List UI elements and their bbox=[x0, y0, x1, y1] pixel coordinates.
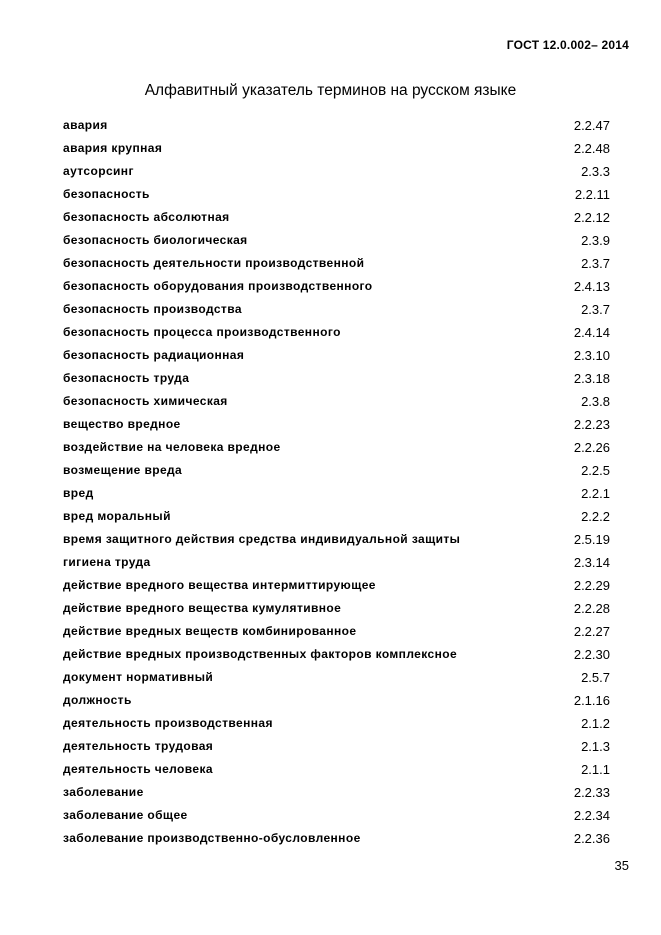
index-reference: 2.1.2 bbox=[581, 716, 610, 731]
index-reference: 2.2.28 bbox=[573, 601, 610, 616]
index-term: вред моральный bbox=[63, 509, 171, 523]
index-reference: 2.4.13 bbox=[573, 279, 610, 294]
index-entry bbox=[63, 781, 610, 804]
index-reference: 2.2.12 bbox=[573, 210, 610, 225]
index-term: заболевание производственно-обусловленное bbox=[63, 831, 361, 845]
index-term: возмещение вреда bbox=[63, 463, 183, 477]
index-entry bbox=[63, 505, 610, 528]
index-term: безопасность процесса производственного bbox=[63, 325, 341, 339]
index-entry bbox=[63, 574, 610, 597]
index-entry bbox=[63, 114, 610, 137]
page-number: 35 bbox=[614, 858, 629, 873]
index-reference: 2.2.2 bbox=[581, 509, 610, 524]
index-entry bbox=[63, 436, 610, 459]
index-term: вред bbox=[63, 486, 94, 500]
index-reference: 2.3.9 bbox=[581, 233, 610, 248]
page-title: Алфавитный указатель терминов на русском языке bbox=[144, 82, 517, 99]
index-term: документ нормативный bbox=[63, 670, 214, 684]
index-reference: 2.2.33 bbox=[573, 785, 610, 800]
index-term: авария bbox=[63, 118, 108, 132]
index-reference: 2.1.16 bbox=[573, 693, 610, 708]
index-term: заболевание общее bbox=[63, 808, 188, 822]
index-term: аутсорсинг bbox=[63, 164, 134, 178]
index-term: действие вредного вещества кумулятивное bbox=[63, 601, 342, 615]
index-term: действие вредных веществ комбинированное bbox=[63, 624, 357, 638]
index-entry bbox=[63, 551, 610, 574]
index-entry bbox=[63, 528, 610, 551]
index-term: должность bbox=[63, 693, 132, 707]
index-reference: 2.2.34 bbox=[573, 808, 610, 823]
index-reference: 2.3.7 bbox=[581, 256, 610, 271]
index-reference: 2.3.7 bbox=[581, 302, 610, 317]
term-index-list bbox=[63, 114, 610, 850]
index-reference: 2.2.30 bbox=[573, 647, 610, 662]
index-reference: 2.3.3 bbox=[581, 164, 610, 179]
index-reference: 2.5.7 bbox=[581, 670, 610, 685]
index-entry bbox=[63, 804, 610, 827]
index-reference: 2.3.14 bbox=[573, 555, 610, 570]
index-reference: 2.5.19 bbox=[573, 532, 610, 547]
index-reference: 2.2.47 bbox=[573, 118, 610, 133]
index-entry bbox=[63, 137, 610, 160]
index-entry bbox=[63, 160, 610, 183]
index-term: безопасность абсолютная bbox=[63, 210, 230, 224]
index-reference: 2.2.29 bbox=[573, 578, 610, 593]
index-entry bbox=[63, 827, 610, 850]
index-term: безопасность труда bbox=[63, 371, 190, 385]
index-entry bbox=[63, 252, 610, 275]
index-entry bbox=[63, 620, 610, 643]
index-entry bbox=[63, 482, 610, 505]
index-entry bbox=[63, 390, 610, 413]
index-reference: 2.2.36 bbox=[573, 831, 610, 846]
index-term: вещество вредное bbox=[63, 417, 181, 431]
index-entry bbox=[63, 643, 610, 666]
index-term: время защитного действия средства индивидуальной защиты bbox=[63, 532, 461, 546]
index-entry bbox=[63, 689, 610, 712]
index-reference: 2.1.1 bbox=[581, 762, 610, 777]
index-term: безопасность производства bbox=[63, 302, 242, 316]
index-entry bbox=[63, 229, 610, 252]
index-entry bbox=[63, 298, 610, 321]
index-entry bbox=[63, 712, 610, 735]
index-entry bbox=[63, 344, 610, 367]
index-term: безопасность деятельности производственной bbox=[63, 256, 365, 270]
index-entry bbox=[63, 758, 610, 781]
index-reference: 2.2.1 bbox=[581, 486, 610, 501]
index-reference: 2.2.5 bbox=[581, 463, 610, 478]
index-term: деятельность производственная bbox=[63, 716, 273, 730]
index-entry bbox=[63, 735, 610, 758]
index-reference: 2.2.11 bbox=[574, 187, 610, 202]
index-term: безопасность радиационная bbox=[63, 348, 245, 362]
index-term: безопасность биологическая bbox=[63, 233, 248, 247]
index-reference: 2.3.18 bbox=[573, 371, 610, 386]
index-entry bbox=[63, 413, 610, 436]
index-entry bbox=[63, 666, 610, 689]
index-term: заболевание bbox=[63, 785, 144, 799]
index-reference: 2.4.14 bbox=[573, 325, 610, 340]
index-entry bbox=[63, 597, 610, 620]
index-entry bbox=[63, 275, 610, 298]
index-term: безопасность оборудования производственного bbox=[63, 279, 373, 293]
index-reference: 2.3.8 bbox=[581, 394, 610, 409]
index-term: безопасность химическая bbox=[63, 394, 228, 408]
index-reference: 2.2.27 bbox=[573, 624, 610, 639]
index-term: безопасность bbox=[63, 187, 150, 201]
index-entry bbox=[63, 206, 610, 229]
index-reference: 2.2.23 bbox=[573, 417, 610, 432]
index-term: действие вредного вещества интермиттирующее bbox=[63, 578, 376, 592]
index-entry bbox=[63, 321, 610, 344]
index-entry bbox=[63, 183, 610, 206]
index-reference: 2.2.48 bbox=[573, 141, 610, 156]
index-reference: 2.1.3 bbox=[581, 739, 610, 754]
index-term: воздействие на человека вредное bbox=[63, 440, 281, 454]
index-reference: 2.2.26 bbox=[573, 440, 610, 455]
index-term: деятельность трудовая bbox=[63, 739, 214, 753]
index-term: действие вредных производственных факторов комплексное bbox=[63, 647, 458, 661]
index-term: гигиена труда bbox=[63, 555, 151, 569]
index-entry bbox=[63, 367, 610, 390]
index-reference: 2.3.10 bbox=[573, 348, 610, 363]
index-term: деятельность человека bbox=[63, 762, 213, 776]
index-entry bbox=[63, 459, 610, 482]
index-term: авария крупная bbox=[63, 141, 163, 155]
document-code: ГОСТ 12.0.002– 2014 bbox=[506, 38, 629, 52]
